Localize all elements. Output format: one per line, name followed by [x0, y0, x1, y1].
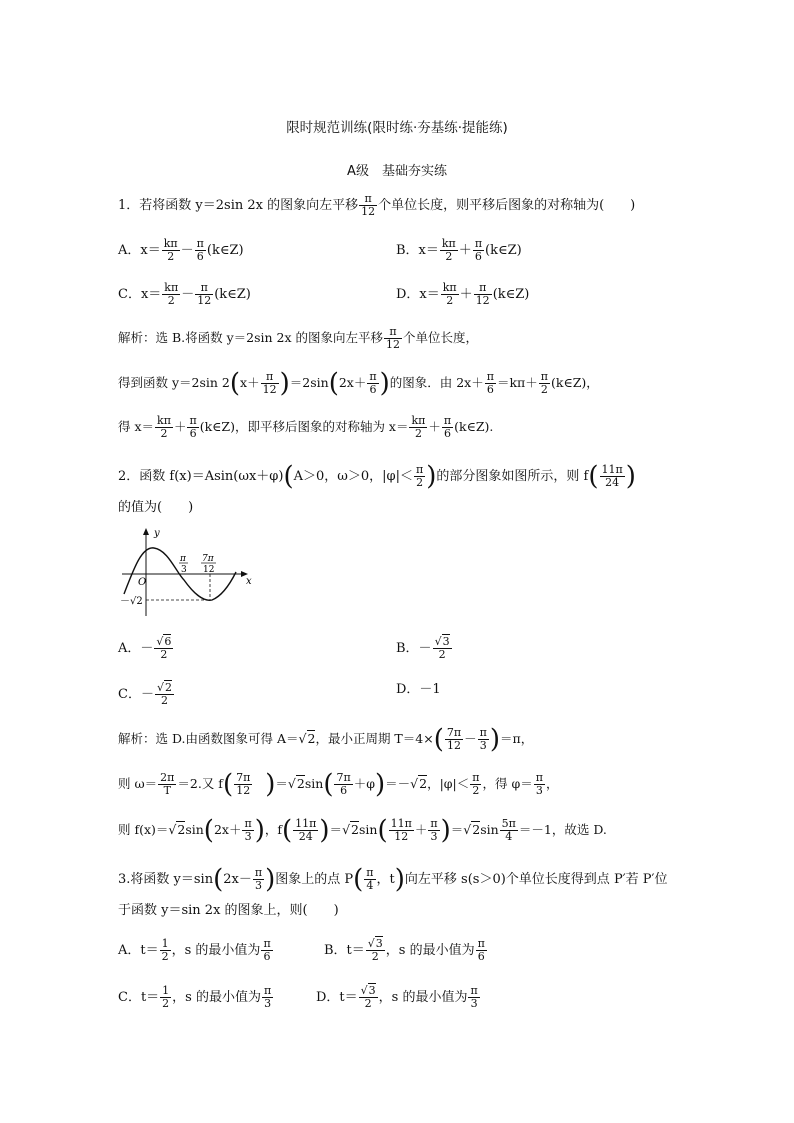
q2-stem-line2: 的值为( ): [118, 500, 194, 515]
q1-option-a: A．x＝ $\frac{k\pi}{2}$ － $\frac{\pi}{6}$ (k∈Z): [118, 237, 244, 263]
q3-option-b: B．t＝ $\frac{√3}{2}$ ，s 的最小值为 $\frac{\pi}{6}$: [324, 937, 485, 963]
q2-stem: 2．函数 f(x)＝Asin(ωx＋φ)(A＞0，ω＞0，|φ|＜ $\frac{\pi}{2}$ )的部分图象如图所示，则 f( $\frac{11\pi}{24}$ ): [118, 461, 636, 492]
q1-solution-line1: 解析：选 B.将函数 y＝2sin 2x 的图象向左平移 $\frac{\pi}{12}$ 个单位长度，: [118, 325, 479, 351]
q2-sine-graph: [118, 518, 258, 618]
q2-option-a: A．－ $\frac{√6}{2}$: [118, 635, 172, 661]
q3-option-a: A．t＝ $\frac{1}{2}$ ，s 的最小值为 $\frac{\pi}{6}$: [118, 937, 271, 963]
x-axis-label: x: [246, 576, 252, 587]
q1-stem: 1．若将函数 y＝2sin 2x 的图象向左平移 $\frac{\pi}{12}$ 个单位长度，则平移后图象的对称轴为( ): [118, 192, 636, 218]
q1-option-b: B．x＝ $\frac{k\pi}{2}$ ＋ $\frac{\pi}{6}$ (k∈Z): [396, 237, 522, 263]
y-axis-arrow: [143, 528, 149, 535]
q2-solution-line3: 则 f(x)＝√2sin(2x＋ $\frac{\pi}{3}$ )，f( $\frac{11\pi}{24}$ )＝√2sin( $\frac{11\pi}{12}$ ＋ $\frac{\pi}{3}$ )＝√2sin $\frac{5\pi}{4}$ ＝－1，故选 D.: [118, 815, 607, 846]
q1-option-c: C．x＝ $\frac{k\pi}{2}$ － $\frac{\pi}{12}$ (k∈Z): [118, 281, 251, 307]
q3-stem: 3.将函数 y＝sin(2x－ $\frac{\pi}{3}$ )图象上的点 P( $\frac{\pi}{4}$ ，t)向左平移 s(s＞0)个单位长度得到点 P′若 P′位: [118, 864, 668, 895]
q2-option-c: C．－ $\frac{√2}{2}$: [118, 681, 172, 707]
q1-option-d: D．x＝ $\frac{k\pi}{2}$ ＋ $\frac{\pi}{12}$ (k∈Z): [396, 281, 530, 307]
tick-pi3-num: π: [180, 554, 186, 564]
tick-pi3-den: 3: [181, 565, 187, 575]
q3-stem-line2: 于函数 y＝sin 2x 的图象上，则( ): [118, 903, 339, 918]
q1-solution-line3: 得 x＝ $\frac{k\pi}{2}$ ＋ $\frac{\pi}{6}$ (k∈Z)，即平移后图象的对称轴为 x＝ $\frac{k\pi}{2}$ ＋ $\frac{\pi}{6}$ (k∈Z).: [118, 414, 494, 440]
q2-solution-line1: 解析：选 D.由函数图象可得 A＝√2，最小正周期 T＝4×( $\frac{7\pi}{12}$ － $\frac{\pi}{3}$ )＝π，: [118, 724, 534, 755]
origin-label: O: [138, 577, 147, 588]
tick-7pi12-den: 12: [203, 565, 215, 575]
q2-option-d: D．－1: [396, 682, 441, 697]
section-heading: A级 基础夯实练: [347, 164, 447, 179]
q2-option-b: B．－ $\frac{√3}{2}$: [396, 635, 450, 661]
min-value-label: －√2: [120, 596, 143, 607]
q2-solution-line2: 则 ω＝ $\frac{2\pi}{T}$ ＝2.又 f( $\frac{7\pi}{12}$ )＝√2sin( $\frac{7\pi}{6}$ ＋φ)＝－√2，|φ|＜ $\frac{\pi}{2}$ ，得 φ＝ $\frac{\pi}{3}$ ，: [118, 769, 559, 800]
q3-option-d: D．t＝ $\frac{√3}{2}$ ，s 的最小值为 $\frac{\pi}{3}$: [316, 984, 478, 1010]
q1-solution-line2: 得到函数 y＝2sin 2(x＋ $\frac{\pi}{12}$ )＝2sin(2x＋ $\frac{\pi}{6}$ )的图象．由 2x＋ $\frac{\pi}{6}$ ＝kπ＋ $\frac{\pi}{2}$ (k∈Z)，: [118, 368, 599, 399]
tick-7pi12-num: 7π: [202, 554, 214, 564]
page-title: 限时规范训练(限时练·夯基练·提能练): [286, 120, 508, 136]
y-axis-label: y: [154, 528, 160, 539]
q3-option-c: C．t＝ $\frac{1}{2}$ ，s 的最小值为 $\frac{\pi}{3}$: [118, 984, 272, 1010]
